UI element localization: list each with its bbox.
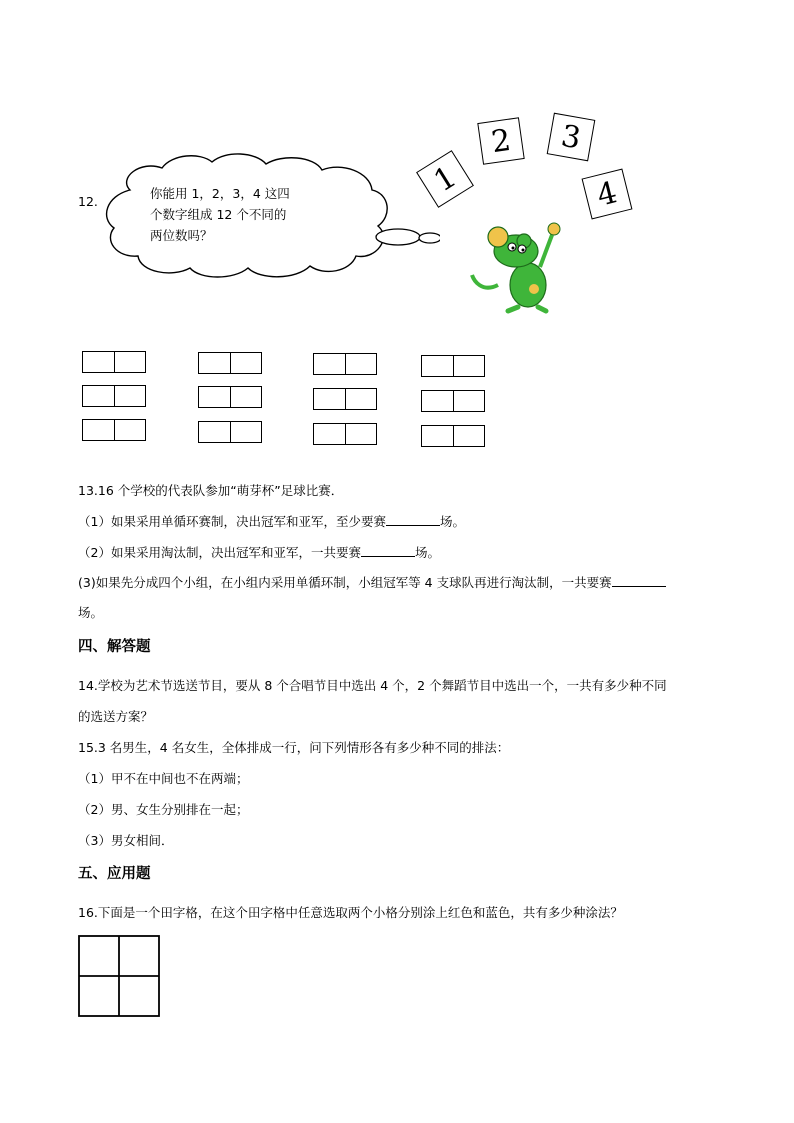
number-card-1: 1 bbox=[416, 150, 474, 208]
answer-blank[interactable] bbox=[361, 544, 415, 557]
item-text: (3)如果先分成四个小组，在小组内采用单循环制，小组冠军等 4 支球队再进行淘汰制，一共要赛 bbox=[78, 575, 612, 590]
question-13-item-2 bbox=[78, 543, 440, 561]
answer-box[interactable] bbox=[82, 351, 146, 373]
answer-box[interactable] bbox=[421, 425, 485, 447]
cloud-line-2: 个数字组成 12 个不同的 bbox=[150, 207, 287, 222]
question-15-item-2: （2）男、女生分别排在一起； bbox=[78, 802, 249, 817]
answer-box[interactable] bbox=[421, 355, 485, 377]
item-unit: 场。 bbox=[439, 514, 465, 529]
cloud-line-3: 两位数吗？ bbox=[150, 228, 213, 243]
cloud-line-1: 你能用 1，2，3，4 这四 bbox=[150, 186, 290, 201]
tian-zi-grid bbox=[78, 935, 160, 1017]
answer-box[interactable] bbox=[313, 423, 377, 445]
question-13-item-3 bbox=[78, 573, 666, 591]
question-13-title: 13.16 个学校的代表队参加“萌芽杯”足球比赛． bbox=[78, 483, 344, 498]
answer-blank[interactable] bbox=[612, 574, 666, 587]
question-16-text: 16.下面是一个田字格，在这个田字格中任意选取两个小格分别涂上红色和蓝色，共有多少种涂法？ bbox=[78, 905, 623, 920]
answer-box[interactable] bbox=[313, 388, 377, 410]
answer-box[interactable] bbox=[198, 352, 262, 374]
question-14-line-1: 14.学校为艺术节选送节目，要从 8 个合唱节目中选出 4 个，2 个舞蹈节目中选出一个，一共有多少种不同 bbox=[78, 678, 667, 693]
answer-blank[interactable] bbox=[386, 513, 440, 526]
answer-box[interactable] bbox=[198, 421, 262, 443]
number-card-2: 2 bbox=[477, 117, 524, 164]
item-text: （2）如果采用淘汰制，决出冠军和亚军，一共要赛 bbox=[78, 545, 361, 560]
question-15-title: 15.3 名男生，4 名女生，全体排成一行，问下列情形各有多少种不同的排法： bbox=[78, 740, 510, 755]
question-15-item-1: （1）甲不在中间也不在两端； bbox=[78, 771, 249, 786]
number-card-3: 3 bbox=[547, 113, 596, 162]
question-13-item-1 bbox=[78, 512, 465, 530]
answer-box[interactable] bbox=[82, 385, 146, 407]
question-15-item-3: （3）男女相间． bbox=[78, 833, 174, 848]
mouse-cartoon-icon bbox=[468, 215, 568, 315]
question-14-line-2: 的选送方案？ bbox=[78, 709, 154, 724]
section-heading-4: 四、解答题 bbox=[78, 639, 151, 655]
answer-box[interactable] bbox=[198, 386, 262, 408]
answer-box[interactable] bbox=[421, 390, 485, 412]
section-heading-5: 五、应用题 bbox=[78, 866, 151, 882]
item-text: （1）如果采用单循环赛制，决出冠军和亚军，至少要赛 bbox=[78, 514, 386, 529]
question-13-item-3-unit: 场。 bbox=[78, 605, 104, 620]
answer-box[interactable] bbox=[82, 419, 146, 441]
answer-box[interactable] bbox=[313, 353, 377, 375]
number-card-4: 4 bbox=[582, 169, 633, 220]
question-12-number: 12. bbox=[78, 194, 98, 209]
item-unit: 场。 bbox=[414, 545, 440, 560]
cloud-text bbox=[150, 183, 290, 246]
